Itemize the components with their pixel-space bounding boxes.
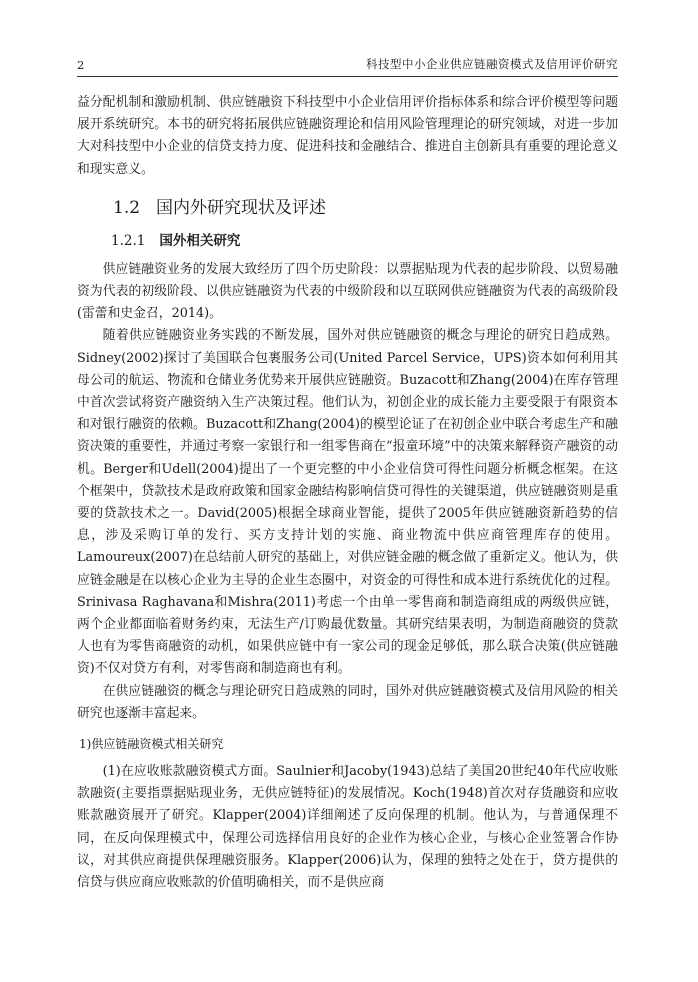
- running-title: 科技型中小企业供应链融资模式及信用评价研究: [366, 57, 618, 71]
- subsection-title: 国外相关研究: [159, 232, 241, 249]
- intro-paragraph: 益分配机制和激励机制、供应链融资下科技型中小企业信用评价指标体系和综合评价模型等问题展开系统研究。本书的研究将拓展供应链融资理论和信用风险管理理论的研究领域，对进一步加大对科技型中小企业的信贷支持力度、促进科技和金融结合、推进自主创新具有重要的理论意义和现实意义。: [77, 95, 618, 177]
- page-header: [77, 54, 618, 77]
- page-number: 2: [77, 58, 85, 72]
- subsection-number: 1.2.1: [111, 232, 146, 249]
- subsection-heading: [111, 229, 618, 253]
- minor-heading: 1)供应链融资模式相关研究: [79, 737, 224, 752]
- section-heading: [113, 195, 618, 221]
- section-number: 1.2: [113, 197, 141, 218]
- paragraph: 在供应链融资的概念与理论研究日趋成熟的同时，国外对供应链融资模式及信用风险的相关研究也逐渐丰富起来。: [77, 683, 618, 721]
- paragraph: 供应链融资业务的发展大致经历了四个历史阶段：以票据贴现为代表的起步阶段、以贸易融资为代表的初级阶段、以供应链融资为代表的中级阶段和以互联网供应链融资为代表的高级阶段(雷蕾和史金召，2014)。: [77, 261, 618, 322]
- paragraph: (1)在应收账款融资模式方面。Saulnier和Jacoby(1943)总结了美国20世纪40年代应收账款融资(主要指票据贴现业务，无供应链特征)的发展情况。Koch(1948)首次对存货融资和应收账款融资展开了研究。Klapper(2004)详细阐述了反向保理的机制。他认为，与普通保理不同，在反向保理模式中，保理公司选择信用良好的企业作为核心企业，与核心企业签署合作协议，对其供应商提供保理融资服务。Klapper(2006)认为，保理的独特之处在于，贷方提供的信贷与供应商应收账款的价值明确相关，而不是供应商: [77, 764, 618, 891]
- section-title: 国内外研究现状及评述: [156, 197, 327, 218]
- page-body: [77, 92, 618, 894]
- paragraph: 随着供应链融资业务实践的不断发展，国外对供应链融资的概念与理论的研究日趋成熟。Sidney(2002)探讨了美国联合包裹服务公司(United Parcel Service，UPS)资本如何利用其母公司的航运、物流和仓储业务优势来开展供应链融资。Buzacott和Zhang(2004)在库存管理中首次尝试将资产融资纳入生产决策过程。他们认为，初创企业的成长能力主要受限于有限资本和对银行融资的依赖。Buzacott和Zhang(2004)的模型论证了在初创企业中联合考虑生产和融资决策的重要性，并通过考察一家银行和一组零售商在“报童环境”中的决策来解释资产融资的动机。Berger和Udell(2004)提出了一个更完整的中小企业信贷可得性问题分析概念框架。在这个框架中，贷款技术是政府政策和国家金融结构影响信贷可得性的关键渠道，供应链融资则是重要的贷款技术之一。David(2005)根据全球商业智能，提供了2005年供应链融资新趋势的信息，涉及采购订单的发行、买方支持计划的实施、商业物流中供应商管理库存的使用。Lamoureux(2007)在总结前人研究的基础上，对供应链金融的概念做了重新定义。他认为，供应链金融是在以核心企业为主导的企业生态圈中，对资金的可得性和成本进行系统优化的过程。Srinivasa Raghavana和Mishra(2011)考虑一个由单一零售商和制造商组成的两级供应链，两个企业都面临着财务约束，无法生产/订购最优数量。其研究结果表明，为制造商融资的贷款人也有为零售商融资的动机，如果供应链中有一家公司的现金足够低，那么联合决策(供应链融资)不仅对贷方有利，对零售商和制造商也有利。: [77, 328, 618, 677]
